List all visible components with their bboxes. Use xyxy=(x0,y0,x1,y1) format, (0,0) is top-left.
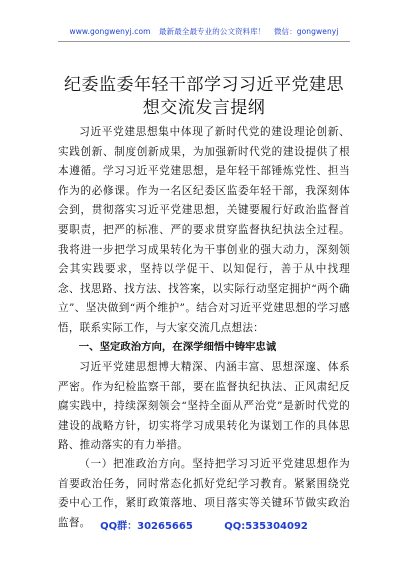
header-slogan: 最新最全最专业的公文资料库！ xyxy=(159,27,266,36)
paragraph-intro: 习近平党建思想集中体现了新时代党的建设理论创新、实践创新、制度创新成果，为加强新时代党的建设提供了根本遵循。学习习近平党建思想，是年轻干部锤炼党性、担当作为的必修课。作为一名区纪委区监委年轻干部，我深刻体会到，贯彻落实习近平党建思想，关键要履行好政治监督首要职责，把严的标准、严的要求贯穿监督执纪执法全过程。我将进一步把学习成果转化为干事创业的强大动力，深刻领会其实践要求，坚持以学促干、以知促行，善于从中找理念、找思路、找方法、找答案，以实际行动坚定拥护“两个确立”、坚决做到“两个维护”。结合对习近平党建思想的学习感悟，联系实际工作，与大家交流几点想法： xyxy=(58,126,350,334)
header-divider xyxy=(58,41,350,42)
header-wechat: 微信：gongwenyj xyxy=(273,27,339,36)
header-banner xyxy=(0,26,408,37)
header-site-link[interactable]: www.gongwenyj.com xyxy=(69,27,151,36)
footer-qq: QQ:535304092 xyxy=(224,521,308,532)
footer-qq-group: QQ群：30265665 xyxy=(100,521,193,532)
paragraph-section-1: 习近平党建思想博大精深、内涵丰富、思想深邃、体系严密。作为纪检监察干部，要在监督执纪执法、正风肃纪反腐实践中，持续深刻领会“坚持全面从严治党”是新时代党的建设的战略方针，切实将学习成果转化为谋划工作的具体思路、推动落实的有力举措。 xyxy=(58,361,350,452)
document-title: 纪委监委年轻干部学习习近平党建思想交流发言提纲 xyxy=(64,75,344,118)
paragraph-subsection-1: （一）把准政治方向。坚持把学习习近平党建思想作为首要政治任务，同时常态化抓好党纪学习教育。紧紧围绕党委中心工作，紧盯政策落地、项目落实等关键环节做实政治监督。 xyxy=(58,458,350,529)
footer-contact xyxy=(0,517,408,532)
section-heading-1: 一、坚定政治方向，在深学细悟中铸牢忠诚 xyxy=(78,341,277,353)
